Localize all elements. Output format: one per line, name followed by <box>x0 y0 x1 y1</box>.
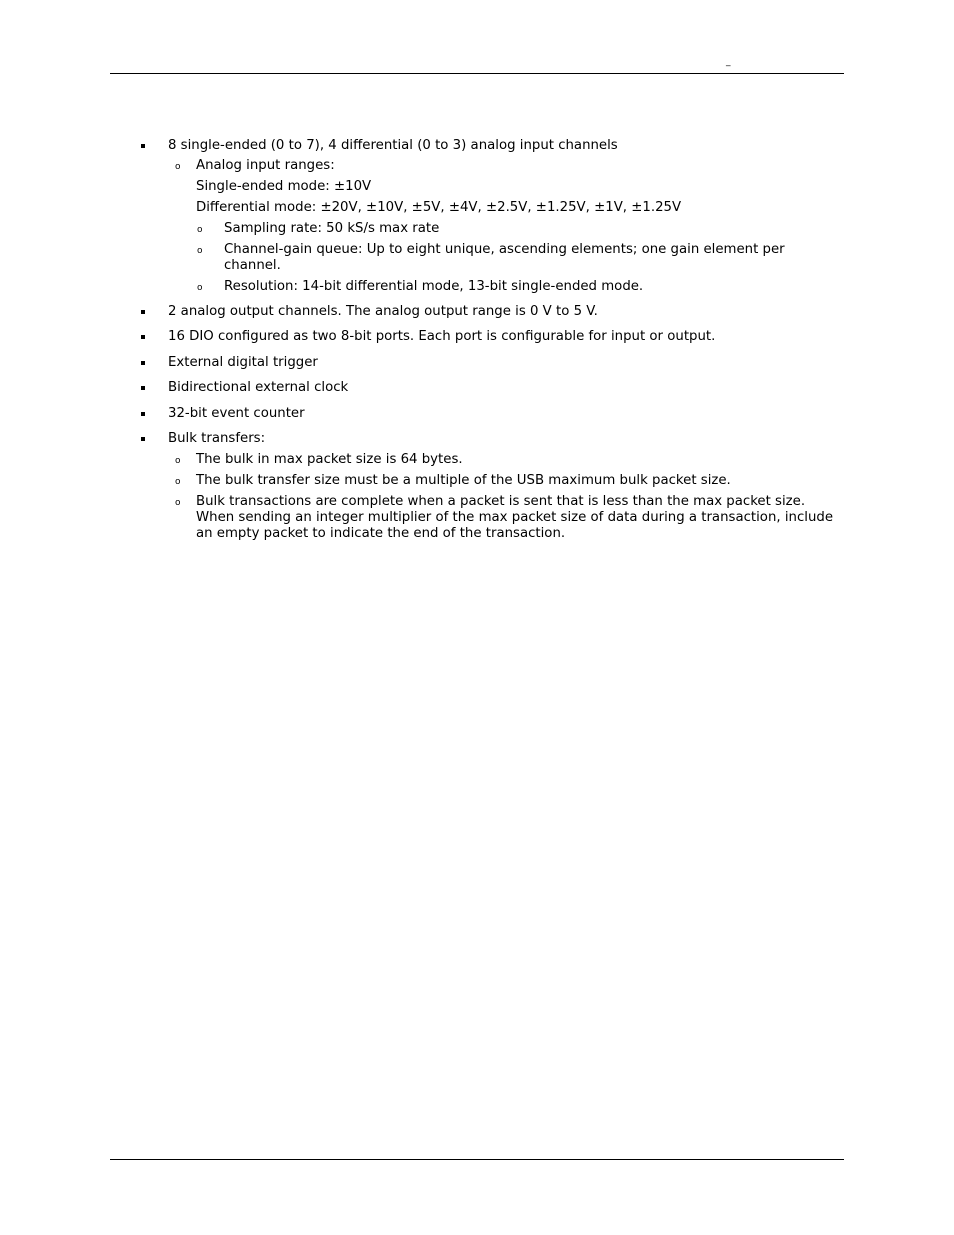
sublist-item-sampling-rate: Sampling rate: 50 kS/s max rate <box>224 221 440 236</box>
list-item-dio: 16 DIO configured as two 8-bit ports. Each port is configurable for input or output. <box>168 329 716 344</box>
channel-gain-queue-continued: channel. <box>224 258 281 273</box>
list-item-analog-outputs: 2 analog output channels. The analog output range is 0 V to 5 V. <box>168 304 598 319</box>
square-bullet-icon <box>141 335 145 339</box>
square-bullet-icon <box>141 310 145 314</box>
sublist-item-input-ranges: Analog input ranges: <box>196 158 335 173</box>
list-item-bulk-transfers: Bulk transfers: <box>168 431 266 446</box>
list-item-analog-inputs: 8 single-ended (0 to 7), 4 differential (0 to 3) analog input channels <box>168 138 618 153</box>
bulk-complete-continued-1: When sending an integer multiplier of the max packet size of data during a transaction, include <box>196 510 833 525</box>
square-bullet-icon <box>141 144 145 148</box>
circle-bullet-icon: o <box>175 162 181 172</box>
circle-bullet-icon: o <box>197 246 203 256</box>
circle-bullet-icon: o <box>175 456 181 466</box>
square-bullet-icon <box>141 437 145 441</box>
square-bullet-icon <box>141 412 145 416</box>
square-bullet-icon <box>141 361 145 365</box>
header-rule <box>110 73 844 74</box>
bulk-complete-continued-2: an empty packet to indicate the end of the transaction. <box>196 526 566 541</box>
list-item-trigger: External digital trigger <box>168 355 318 370</box>
header-mark: _ <box>726 57 731 67</box>
single-ended-range: Single-ended mode: ±10V <box>196 179 372 194</box>
circle-bullet-icon: o <box>175 477 181 487</box>
list-item-counter: 32-bit event counter <box>168 406 305 421</box>
sublist-item-channel-gain-queue: Channel-gain queue: Up to eight unique, ascending elements; one gain element per <box>224 242 785 257</box>
sublist-item-bulk-in-size: The bulk in max packet size is 64 bytes. <box>196 452 463 467</box>
sublist-item-bulk-complete: Bulk transactions are complete when a packet is sent that is less than the max packet size. <box>196 494 806 509</box>
sublist-item-resolution: Resolution: 14-bit differential mode, 13-bit single-ended mode. <box>224 279 644 294</box>
circle-bullet-icon: o <box>197 283 203 293</box>
circle-bullet-icon: o <box>175 498 181 508</box>
square-bullet-icon <box>141 386 145 390</box>
circle-bullet-icon: o <box>197 225 203 235</box>
differential-range: Differential mode: ±20V, ±10V, ±5V, ±4V, ±2.5V, ±1.25V, ±1V, ±1.25V <box>196 200 682 215</box>
footer-rule <box>110 1159 844 1160</box>
list-item-clock: Bidirectional external clock <box>168 380 349 395</box>
sublist-item-bulk-size-multiple: The bulk transfer size must be a multiple of the USB maximum bulk packet size. <box>196 473 731 488</box>
